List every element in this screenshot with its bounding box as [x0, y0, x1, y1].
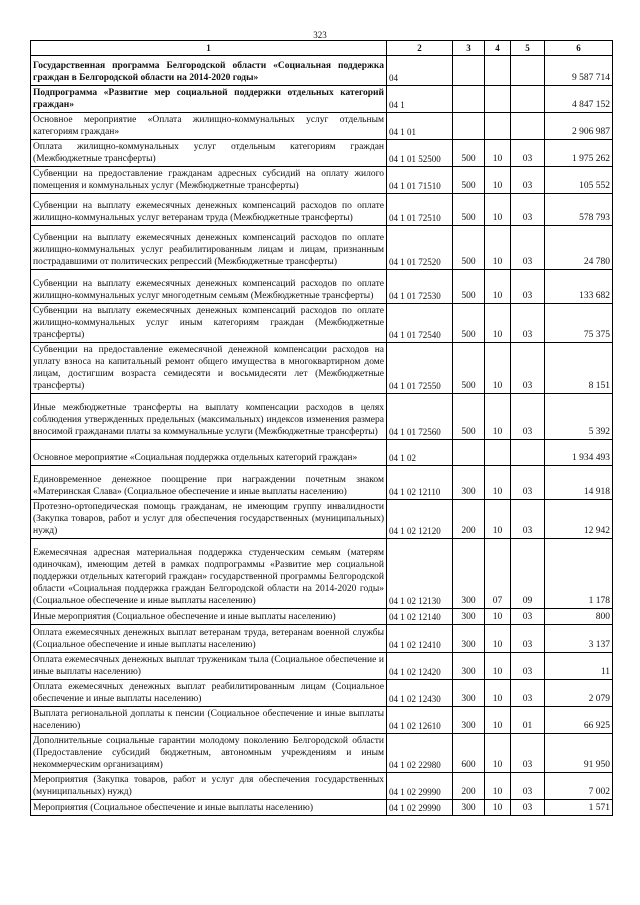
row-pr-cell: 03 [511, 140, 545, 167]
row-vr-cell: 500 [453, 226, 485, 270]
row-csr-cell: 04 1 02 22980 [387, 734, 453, 773]
row-csr-cell: 04 1 02 [387, 440, 453, 466]
row-vr-cell [453, 56, 485, 86]
row-csr-cell: 04 1 02 12420 [387, 653, 453, 680]
table-row [31, 500, 613, 539]
row-pr-cell: 03 [511, 734, 545, 773]
row-amount-cell: 91 950 [545, 734, 613, 773]
row-amount-cell: 4 847 152 [545, 86, 613, 113]
row-pr-cell: 03 [511, 226, 545, 270]
table-row [31, 394, 613, 440]
row-vr-cell: 300 [453, 680, 485, 707]
row-vr-cell: 200 [453, 773, 485, 800]
row-csr-cell: 04 1 02 12430 [387, 680, 453, 707]
header-cell: 5 [511, 41, 545, 56]
table-header-row [31, 41, 613, 56]
row-pr-cell [511, 440, 545, 466]
table-row [31, 609, 613, 625]
row-csr-cell: 04 1 01 72560 [387, 394, 453, 440]
row-rz-cell: 10 [485, 140, 511, 167]
row-rz-cell: 10 [485, 270, 511, 304]
header-cell: 3 [453, 41, 485, 56]
table-row [31, 86, 613, 113]
row-csr-cell: 04 1 01 72520 [387, 226, 453, 270]
row-csr-cell: 04 1 01 72550 [387, 343, 453, 394]
row-pr-cell [511, 56, 545, 86]
table-row [31, 194, 613, 226]
table-row [31, 343, 613, 394]
row-pr-cell: 03 [511, 609, 545, 625]
row-amount-cell: 14 918 [545, 466, 613, 500]
row-amount-cell: 8 151 [545, 343, 613, 394]
row-pr-cell: 01 [511, 707, 545, 734]
row-name-cell: Основное мероприятие «Социальная поддержка отдельных категорий граждан» [31, 440, 387, 466]
row-vr-cell [453, 113, 485, 140]
row-vr-cell: 500 [453, 167, 485, 194]
row-amount-cell: 1 178 [545, 539, 613, 609]
table-row [31, 140, 613, 167]
row-amount-cell: 7 002 [545, 773, 613, 800]
table-row [31, 625, 613, 653]
table-row [31, 226, 613, 270]
row-name-cell: Субвенции на выплату ежемесячных денежных компенсаций расходов по оплате жилищно-коммунальных услуг реабилитированным лицам и лицам, признанным пострадавшими от политических репрессий (Межбюджетные трансферты) [31, 226, 387, 270]
row-amount-cell: 1 975 262 [545, 140, 613, 167]
row-amount-cell: 24 780 [545, 226, 613, 270]
row-vr-cell: 500 [453, 270, 485, 304]
table-row [31, 466, 613, 500]
row-csr-cell: 04 [387, 56, 453, 86]
table-row [31, 680, 613, 707]
table-row [31, 270, 613, 304]
row-rz-cell: 10 [485, 167, 511, 194]
row-pr-cell: 03 [511, 680, 545, 707]
header-cell: 4 [485, 41, 511, 56]
row-pr-cell: 03 [511, 194, 545, 226]
row-rz-cell: 10 [485, 680, 511, 707]
row-rz-cell: 10 [485, 466, 511, 500]
row-amount-cell: 11 [545, 653, 613, 680]
row-name-cell: Иные мероприятия (Социальное обеспечение и иные выплаты населению) [31, 609, 387, 625]
row-rz-cell: 10 [485, 226, 511, 270]
row-vr-cell: 500 [453, 140, 485, 167]
row-amount-cell: 3 137 [545, 625, 613, 653]
row-pr-cell: 09 [511, 539, 545, 609]
row-vr-cell: 300 [453, 466, 485, 500]
row-amount-cell: 133 682 [545, 270, 613, 304]
row-rz-cell: 10 [485, 304, 511, 343]
row-csr-cell: 04 1 02 29990 [387, 773, 453, 800]
row-name-cell: Иные межбюджетные трансферты на выплату компенсации расходов в целях соблюдения утвержденных предельных (максимальных) индексов изменения размера вносимой гражданами платы за коммунальные услуги (Межбюджетные трансферты) [31, 394, 387, 440]
row-pr-cell: 03 [511, 500, 545, 539]
row-pr-cell: 03 [511, 773, 545, 800]
row-rz-cell: 10 [485, 625, 511, 653]
row-name-cell: Подпрограмма «Развитие мер социальной поддержки отдельных категорий граждан» [31, 86, 387, 113]
table-row [31, 773, 613, 800]
row-name-cell: Субвенции на предоставление ежемесячной денежной компенсации расходов на уплату взноса на капитальный ремонт общего имущества в многоквартирном доме лицам, достигшим возраста семидесяти и восьмидесяти лет (Межбюджетные трансферты) [31, 343, 387, 394]
row-rz-cell: 10 [485, 194, 511, 226]
row-rz-cell [485, 86, 511, 113]
row-vr-cell: 300 [453, 800, 485, 816]
row-csr-cell: 04 1 01 [387, 113, 453, 140]
table-row [31, 707, 613, 734]
row-amount-cell: 105 552 [545, 167, 613, 194]
row-vr-cell: 500 [453, 304, 485, 343]
row-amount-cell: 12 942 [545, 500, 613, 539]
row-amount-cell: 800 [545, 609, 613, 625]
row-csr-cell: 04 1 02 12410 [387, 625, 453, 653]
page-number: 323 [313, 30, 327, 40]
table-row [31, 113, 613, 140]
row-rz-cell: 10 [485, 773, 511, 800]
row-rz-cell: 10 [485, 707, 511, 734]
row-rz-cell: 07 [485, 539, 511, 609]
row-pr-cell [511, 113, 545, 140]
row-rz-cell: 10 [485, 609, 511, 625]
row-name-cell: Мероприятия (Закупка товаров, работ и услуг для обеспечения государственных (муниципальных) нужд) [31, 773, 387, 800]
row-name-cell: Оплата жилищно-коммунальных услуг отдельным категориям граждан (Межбюджетные трансферты) [31, 140, 387, 167]
row-csr-cell: 04 1 02 29990 [387, 800, 453, 816]
row-vr-cell: 200 [453, 500, 485, 539]
row-rz-cell [485, 440, 511, 466]
table-row [31, 800, 613, 816]
table-row [31, 440, 613, 466]
row-name-cell: Субвенции на выплату ежемесячных денежных компенсаций расходов по оплате жилищно-коммунальных услуг иным категориям граждан (Межбюджетные трансферты) [31, 304, 387, 343]
row-vr-cell: 500 [453, 194, 485, 226]
row-pr-cell: 03 [511, 800, 545, 816]
row-amount-cell: 2 906 987 [545, 113, 613, 140]
row-csr-cell: 04 1 [387, 86, 453, 113]
table-row [31, 653, 613, 680]
table-row [31, 734, 613, 773]
row-pr-cell: 03 [511, 343, 545, 394]
row-name-cell: Субвенции на выплату ежемесячных денежных компенсаций расходов по оплате жилищно-коммунальных услуг ветеранам труда (Межбюджетные трансферты) [31, 194, 387, 226]
row-pr-cell: 03 [511, 304, 545, 343]
row-pr-cell: 03 [511, 270, 545, 304]
row-name-cell: Дополнительные социальные гарантии молодому поколению Белгородской области (Предоставление субсидий бюджетным, автономным учреждениям и иным некоммерческим организациям) [31, 734, 387, 773]
table-row [31, 56, 613, 86]
table-row [31, 167, 613, 194]
row-vr-cell: 300 [453, 625, 485, 653]
row-amount-cell: 578 793 [545, 194, 613, 226]
row-rz-cell [485, 113, 511, 140]
row-amount-cell: 2 079 [545, 680, 613, 707]
header-cell: 6 [545, 41, 613, 56]
row-amount-cell: 9 587 714 [545, 56, 613, 86]
row-rz-cell: 10 [485, 734, 511, 773]
table-row [31, 304, 613, 343]
row-vr-cell: 300 [453, 539, 485, 609]
row-csr-cell: 04 1 01 52500 [387, 140, 453, 167]
row-amount-cell: 1 934 493 [545, 440, 613, 466]
header-cell: 1 [31, 41, 387, 56]
row-name-cell: Единовременное денежное поощрение при награждении почетным знаком «Материнская Слава» (Социальное обеспечение и иные выплаты населению) [31, 466, 387, 500]
row-vr-cell: 600 [453, 734, 485, 773]
row-pr-cell: 03 [511, 394, 545, 440]
row-csr-cell: 04 1 01 72530 [387, 270, 453, 304]
row-amount-cell: 75 375 [545, 304, 613, 343]
row-pr-cell: 03 [511, 466, 545, 500]
row-name-cell: Субвенции на предоставление гражданам адресных субсидий на оплату жилого помещения и коммунальных услуг (Межбюджетные трансферты) [31, 167, 387, 194]
row-vr-cell [453, 440, 485, 466]
row-name-cell: Оплата ежемесячных денежных выплат ветеранам труда, ветеранам военной службы (Социальное обеспечение и иные выплаты населению) [31, 625, 387, 653]
row-csr-cell: 04 1 01 71510 [387, 167, 453, 194]
row-name-cell: Мероприятия (Социальное обеспечение и иные выплаты населению) [31, 800, 387, 816]
row-name-cell: Выплата региональной доплаты к пенсии (Социальное обеспечение и иные выплаты населению) [31, 707, 387, 734]
row-csr-cell: 04 1 02 12130 [387, 539, 453, 609]
row-rz-cell: 10 [485, 800, 511, 816]
budget-table [30, 40, 613, 816]
table-row [31, 539, 613, 609]
row-amount-cell: 5 392 [545, 394, 613, 440]
row-pr-cell: 03 [511, 625, 545, 653]
row-vr-cell [453, 86, 485, 113]
row-vr-cell: 300 [453, 707, 485, 734]
row-name-cell: Ежемесячная адресная материальная поддержка студенческим семьям (матерям одиночкам), имеющим детей в рамках подпрограммы «Развитие мер социальной поддержки отдельных категорий граждан» государственной программы Белгородской области «Социальная поддержка граждан Белгородской области на 2014-2020 годы» (Социальное обеспечение и иные выплаты населению) [31, 539, 387, 609]
row-name-cell: Государственная программа Белгородской области «Социальная поддержка граждан в Белгородской области на 2014-2020 годы» [31, 56, 387, 86]
row-rz-cell: 10 [485, 343, 511, 394]
row-amount-cell: 66 925 [545, 707, 613, 734]
row-rz-cell: 10 [485, 500, 511, 539]
row-csr-cell: 04 1 01 72540 [387, 304, 453, 343]
row-csr-cell: 04 1 02 12610 [387, 707, 453, 734]
row-rz-cell: 10 [485, 394, 511, 440]
row-csr-cell: 04 1 02 12110 [387, 466, 453, 500]
row-csr-cell: 04 1 01 72510 [387, 194, 453, 226]
row-pr-cell [511, 86, 545, 113]
row-rz-cell [485, 56, 511, 86]
row-csr-cell: 04 1 02 12140 [387, 609, 453, 625]
row-pr-cell: 03 [511, 653, 545, 680]
row-csr-cell: 04 1 02 12120 [387, 500, 453, 539]
row-name-cell: Протезно-ортопедическая помощь гражданам, не имеющим группу инвалидности (Закупка товаров, работ и услуг для обеспечения государственных (муниципальных) нужд) [31, 500, 387, 539]
row-name-cell: Субвенции на выплату ежемесячных денежных компенсаций расходов по оплате жилищно-коммунальных услуг многодетным семьям (Межбюджетные трансферты) [31, 270, 387, 304]
row-pr-cell: 03 [511, 167, 545, 194]
row-amount-cell: 1 571 [545, 800, 613, 816]
row-vr-cell: 300 [453, 609, 485, 625]
row-name-cell: Оплата ежемесячных денежных выплат реабилитированным лицам (Социальное обеспечение и иные выплаты населению) [31, 680, 387, 707]
row-vr-cell: 500 [453, 394, 485, 440]
header-cell: 2 [387, 41, 453, 56]
row-rz-cell: 10 [485, 653, 511, 680]
row-vr-cell: 300 [453, 653, 485, 680]
row-name-cell: Оплата ежемесячных денежных выплат труженикам тыла (Социальное обеспечение и иные выплаты населению) [31, 653, 387, 680]
row-name-cell: Основное мероприятие «Оплата жилищно-коммунальных услуг отдельным категориям граждан» [31, 113, 387, 140]
row-vr-cell: 500 [453, 343, 485, 394]
